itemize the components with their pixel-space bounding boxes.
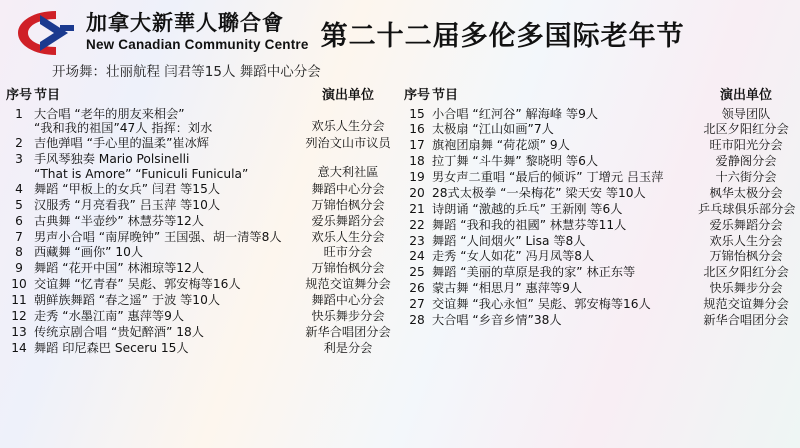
row-program: 大合唱 “乡音乡情”38人	[432, 312, 562, 327]
row-number: 7	[15, 229, 23, 244]
table-row	[6, 261, 396, 277]
row-unit: 领导团队	[721, 106, 771, 121]
header-unit: 演出单位	[719, 88, 772, 103]
row-number: 3	[15, 152, 23, 167]
row-number: 13	[11, 324, 27, 339]
row-unit: 欢乐人生分会	[311, 119, 385, 133]
row-program: 蒙古舞 “相思月” 惠萍等9人	[432, 281, 583, 296]
row-number: 8	[15, 245, 23, 260]
poster-header	[0, 0, 800, 62]
row-unit: 爱乐舞蹈分会	[709, 217, 783, 232]
row-number: 27	[409, 297, 425, 311]
row-program: 男声小合唱 “南屏晚钟” 王国强、胡一清等8人	[34, 229, 282, 244]
row-number: 16	[409, 122, 425, 137]
row-unit: 爱乐舞蹈分会	[311, 213, 385, 228]
row-program: 朝鲜族舞蹈 “春之遥” 于波 等10人	[34, 293, 221, 308]
row-number: 6	[15, 213, 23, 228]
row-unit: 意大利社區	[317, 164, 379, 179]
table-row	[404, 265, 794, 281]
table-row	[6, 293, 396, 309]
program-table-left	[6, 83, 396, 356]
row-program: 传统京剧合唱 “贵妃醉酒” 18人	[34, 324, 204, 339]
header-item: 节目	[34, 88, 61, 103]
row-number: 17	[409, 138, 425, 153]
row-number: 5	[15, 197, 23, 212]
table-row	[404, 249, 794, 265]
row-number: 14	[11, 340, 27, 355]
row-unit: 舞蹈中心分会	[311, 181, 385, 196]
row-number: 22	[409, 217, 425, 232]
table-header-row	[404, 83, 794, 106]
org-name-en: New Canadian Community Centre	[86, 37, 309, 53]
table-row	[404, 138, 794, 154]
row-unit: 利是分会	[323, 340, 373, 355]
row-unit: 欢乐人生分会	[709, 233, 783, 248]
table-row	[404, 297, 794, 313]
row-program: 舞蹈 “美丽的草原是我的家” 林正东等	[432, 265, 636, 280]
table-row	[404, 106, 794, 122]
row-number: 19	[409, 170, 425, 184]
row-program: 舞蹈 印尼森巴 Seceru 15人	[34, 340, 189, 355]
row-unit: 万锦怡枫分会	[709, 249, 783, 264]
table-row	[6, 106, 396, 136]
row-unit: 舞蹈中心分会	[311, 293, 385, 308]
table-row	[404, 312, 794, 328]
table-row	[6, 136, 396, 152]
row-number: 21	[409, 201, 425, 216]
row-program: 舞蹈 “人间烟火” Lisa 等8人	[432, 233, 586, 248]
row-program: 西藏舞 “画你” 10人	[34, 245, 144, 260]
row-unit: 枫华太极分会	[709, 185, 783, 200]
row-number: 4	[15, 181, 23, 196]
table-row	[6, 213, 396, 229]
table-row	[6, 324, 396, 340]
row-program: 舞蹈 “我和我的祖國” 林慧芬等11人	[432, 217, 627, 232]
table-row	[404, 185, 794, 201]
row-program: 走秀 “水墨江南” 惠萍等9人	[34, 308, 185, 323]
row-number: 28	[409, 312, 425, 327]
row-unit: 列治文山市议员	[305, 136, 391, 151]
row-number: 23	[409, 233, 425, 248]
row-unit: 规范交谊舞分会	[703, 297, 789, 311]
row-unit: 旺市阳光分会	[709, 138, 783, 153]
row-unit: 万锦怡枫分会	[311, 261, 385, 276]
row-program: 旗袍团扇舞 “荷花颂” 9人	[432, 138, 570, 153]
row-program: 走秀 “女人如花” 冯月凤等8人	[432, 249, 595, 264]
row-program: 小合唱 “红河谷” 解海峰 等9人	[432, 106, 599, 121]
row-unit: 欢乐人生分会	[311, 229, 385, 244]
row-unit: 十六街分会	[715, 170, 777, 184]
row-number: 9	[15, 261, 23, 276]
table-row	[404, 170, 794, 186]
row-unit: 规范交谊舞分会	[305, 277, 391, 292]
header-no: 序号	[6, 88, 33, 103]
opening-dance-line: 开场舞：壮丽航程 闫君等15人 舞蹈中心分会	[52, 64, 321, 80]
row-number: 25	[409, 265, 425, 280]
row-program: 舞蹈 “花开中国” 林湘琼等12人	[34, 261, 204, 276]
table-row	[6, 340, 396, 356]
table-row	[6, 277, 396, 293]
row-number: 26	[409, 281, 425, 296]
row-program: 诗朗诵 “激越的乒乓” 王新刚 等6人	[432, 201, 623, 216]
row-unit: 快乐舞步分会	[709, 281, 783, 296]
header-unit: 演出单位	[321, 88, 374, 103]
org-name-cn: 加拿大新華人聯合會	[86, 11, 284, 36]
table-row	[6, 197, 396, 213]
row-program: 28式太极拳 “一朵梅花” 梁天安 等10人	[432, 185, 646, 200]
table-row	[6, 181, 396, 197]
row-unit: 新华合唱团分会	[305, 324, 391, 339]
program-table-right	[404, 83, 794, 328]
row-program: 舞蹈 “甲板上的女兵” 闫君 等15人	[34, 181, 221, 196]
table-row	[404, 122, 794, 138]
program-column-left	[6, 83, 400, 356]
row-unit: 快乐舞步分会	[311, 308, 385, 323]
nccc-logo-icon	[10, 7, 82, 59]
row-program: 汉服秀 “月亮看我” 吕玉萍 等10人	[34, 197, 221, 212]
table-row	[6, 229, 396, 245]
row-number: 24	[409, 249, 425, 264]
row-number: 12	[11, 308, 27, 323]
row-unit: 北区夕阳红分会	[703, 122, 789, 137]
row-number: 2	[15, 136, 23, 151]
row-unit: 旺市分会	[323, 245, 373, 260]
row-program: 吉他弹唱 “手心里的温柔”崔冰辉	[34, 136, 209, 151]
event-title: 第二十二届多伦多国际老年节	[320, 20, 685, 52]
table-row	[6, 245, 396, 261]
row-number: 15	[409, 106, 425, 121]
row-program: 男女声二重唱 “最后的倾诉” 丁增元 吕玉萍	[432, 170, 664, 184]
row-unit: 乒乓球俱乐部分会	[698, 201, 796, 216]
row-number: 20	[409, 185, 425, 200]
table-header-row	[6, 83, 396, 106]
row-program: 交谊舞 “忆青春” 吴彪、郭安梅等16人	[34, 277, 241, 292]
program-column-right	[400, 83, 794, 356]
table-row	[404, 201, 794, 217]
header-item: 节目	[432, 88, 459, 103]
row-unit: 万锦怡枫分会	[311, 197, 385, 212]
table-row	[6, 152, 396, 182]
table-row	[6, 308, 396, 324]
table-row	[404, 281, 794, 297]
row-number: 11	[11, 293, 27, 308]
row-program: 大合唱 “老年的朋友来相会” “我和我的祖国”47人 指挥：刘水	[34, 106, 213, 135]
table-row	[404, 154, 794, 170]
row-unit: 新华合唱团分会	[703, 312, 789, 327]
row-program: 太极扇 “江山如画”7人	[432, 122, 554, 137]
header-no: 序号	[404, 88, 431, 103]
row-program: 手风琴独奏 Mario Polsinelli “That is Amore” “Funiculi Funicula”	[34, 152, 249, 181]
row-number: 1	[15, 106, 23, 121]
program-tables	[0, 83, 800, 356]
table-row	[404, 217, 794, 233]
table-row	[404, 233, 794, 249]
row-program: 古典舞 “半壶纱” 林慧芬等12人	[34, 213, 204, 228]
row-program: 拉丁舞 “斗牛舞” 黎晓明 等6人	[432, 154, 599, 169]
organization-block	[86, 12, 309, 53]
row-program: 交谊舞 “我心永恒” 吴彪、郭安梅等16人	[432, 297, 651, 311]
row-number: 10	[11, 277, 27, 292]
row-number: 18	[409, 154, 425, 169]
row-unit: 北区夕阳红分会	[703, 265, 789, 280]
row-unit: 爱静阁分会	[715, 154, 777, 169]
